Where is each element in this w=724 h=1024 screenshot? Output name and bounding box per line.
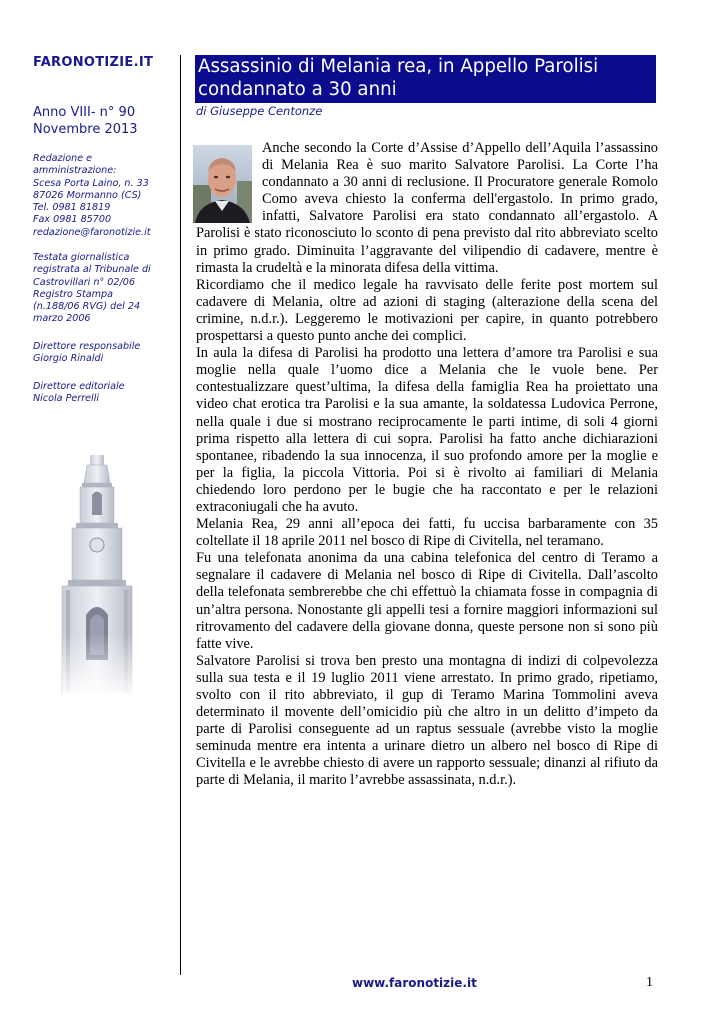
direttore-responsabile-block bbox=[33, 341, 140, 366]
redazione-line: Scesa Porta Laino, n. 33 bbox=[33, 177, 149, 189]
testata-line: Testata giornalistica bbox=[33, 252, 130, 263]
direttore-editoriale-block bbox=[33, 381, 125, 406]
testata-line: marzo 2006 bbox=[33, 313, 91, 325]
bell-tower-image bbox=[38, 455, 158, 693]
redazione-line: 87026 Mormanno (CS) bbox=[33, 189, 142, 201]
issue-date: Novembre 2013 bbox=[33, 122, 138, 137]
issue-number: Anno VIII- n° 90 bbox=[33, 105, 136, 120]
byline: di Giuseppe Centonze bbox=[196, 104, 323, 118]
redazione-line: Fax 0981 85700 bbox=[33, 214, 112, 226]
masthead: FARONOTIZIE.IT bbox=[33, 55, 154, 70]
redazione-line: amministrazione: bbox=[33, 165, 117, 177]
testata-line: registrata al Tribunale di bbox=[33, 264, 151, 276]
footer-website-link[interactable]: www.faronotizie.it bbox=[352, 976, 477, 990]
role-label: Direttore editoriale bbox=[33, 381, 125, 392]
person-name: Giorgio Rinaldi bbox=[33, 353, 104, 365]
testata-block bbox=[33, 252, 151, 326]
article-paragraph: Melania Rea, 29 anni all’epoca dei fatti, fu uccisa barbaramente con 35 coltellate il 18 aprile 2011 nel bosco di Ripe di Civitella, nel teramano. bbox=[196, 516, 658, 550]
redazione-block bbox=[33, 153, 151, 239]
person-name: Nicola Perrelli bbox=[33, 393, 100, 405]
photo-spacer bbox=[196, 140, 262, 225]
testata-line: Castrovillari n° 02/06 bbox=[33, 276, 135, 288]
testata-line: (n.188/06 RVG) del 24 bbox=[33, 301, 141, 313]
article-paragraph: Anche secondo la Corte d’Assise d’Appello dell’Aquila l’assassino di Melania Rea è suo marito Salvatore Parolisi. La Corte l’ha condannato a 30 anni di reclusione. Il Procuratore generale Romolo Como aveva chiesto la conferma dell'ergastolo. In primo grado, infatti, Salvatore Parolisi era stato condannato all’ergastolo. A Parolisi è stato riconosciuto lo sconto di pena previsto dal rito abbreviato scelto in primo grado. Diminuita l’aggravante del vilipendio di cadavere, mentre è rimasta la crudeltà e la minorata difesa della vittima. bbox=[196, 140, 658, 276]
article-body bbox=[196, 140, 658, 790]
article-paragraph: Ricordiamo che il medico legale ha ravvisato delle ferite post mortem sul cadavere di Melania, oltre ad azioni di staging (alterazione della scena del crimine, n.d.r.). Leggeremo le motivazioni per capire, in quanto potrebbero prospettarsi a questo punto anche dei complici. bbox=[196, 276, 658, 345]
article-paragraph: Fu una telefonata anonima da una cabina telefonica del centro di Teramo a segnalare il cadavere di Melania nel bosco di Ripe di Civitella. Dall’ascolto della telefonata sembrerebbe che chi effettuò la chiamata fosse in compagnia di un’altra persona. Nonostante gli appelli tesi a fornire maggiori informazioni sul ritrovamento del cadavere della giovane donna, queste persone non si sono più fatte vive. bbox=[196, 550, 658, 652]
page-number: 1 bbox=[646, 975, 653, 990]
redazione-line: Tel. 0981 81819 bbox=[33, 202, 111, 214]
title-line: Assassinio di Melania rea, in Appello Parolisi bbox=[198, 56, 599, 77]
column-divider bbox=[180, 55, 181, 975]
redazione-line: Redazione e bbox=[33, 153, 93, 164]
role-label: Direttore responsabile bbox=[33, 341, 141, 352]
article-paragraph: Salvatore Parolisi si trova ben presto una montagna di indizi di colpevolezza sulla sua testa e il 19 luglio 2011 viene arrestato. In primo grado, ripetiamo, svolto con il rito abbreviato, il gup di Teramo Marina Tommolini aveva determinato il movente dell’omicidio più che altro in un delitto d’impeto da parte di Parolisi conseguente ad un raptus sessuale (avrebbe visto la moglie seminuda mentre era intenta a urinare dietro un albero nel bosco di Ripe di Civitella e le avrebbe chiesto di avere un rapporto sessuale; dinanzi al rifiuto da parte di Melania, il marito l’avrebbe assassinata, n.d.r.). bbox=[196, 652, 658, 789]
article-paragraph: In aula la difesa di Parolisi ha prodotto una lettera d’amore tra Parolisi e sua moglie nella quale l’uomo dice a Melania che le vuole bene. Per contestualizzare quest’ultima, la difesa della famiglia Rea ha proiettato una video chat erotica tra Parolisi e la sua amante, la soldatessa Ludovica Perrone, nella quale i due si mostrano reciprocamente le parti intime, di soli 4 giorni prima rispetto alla lettera di cui sopra. Parolisi ha fatto anche dichiarazioni spontanee, ribadendo la sua innocenza, il suo profondo amore per la moglie e per la figlia, la piccola Vittoria. Poi si è rivolto ai familiari di Melania chiedendo loro perdono per le bugie che ha raccontato e per le relazioni extraconiugali che ha avuto. bbox=[196, 345, 658, 515]
article-title bbox=[195, 55, 656, 103]
redazione-email: redazione@faronotizie.it bbox=[33, 226, 151, 238]
issue-info bbox=[33, 104, 138, 138]
title-line: condannato a 30 anni bbox=[198, 79, 397, 100]
testata-line: Registro Stampa bbox=[33, 288, 113, 300]
